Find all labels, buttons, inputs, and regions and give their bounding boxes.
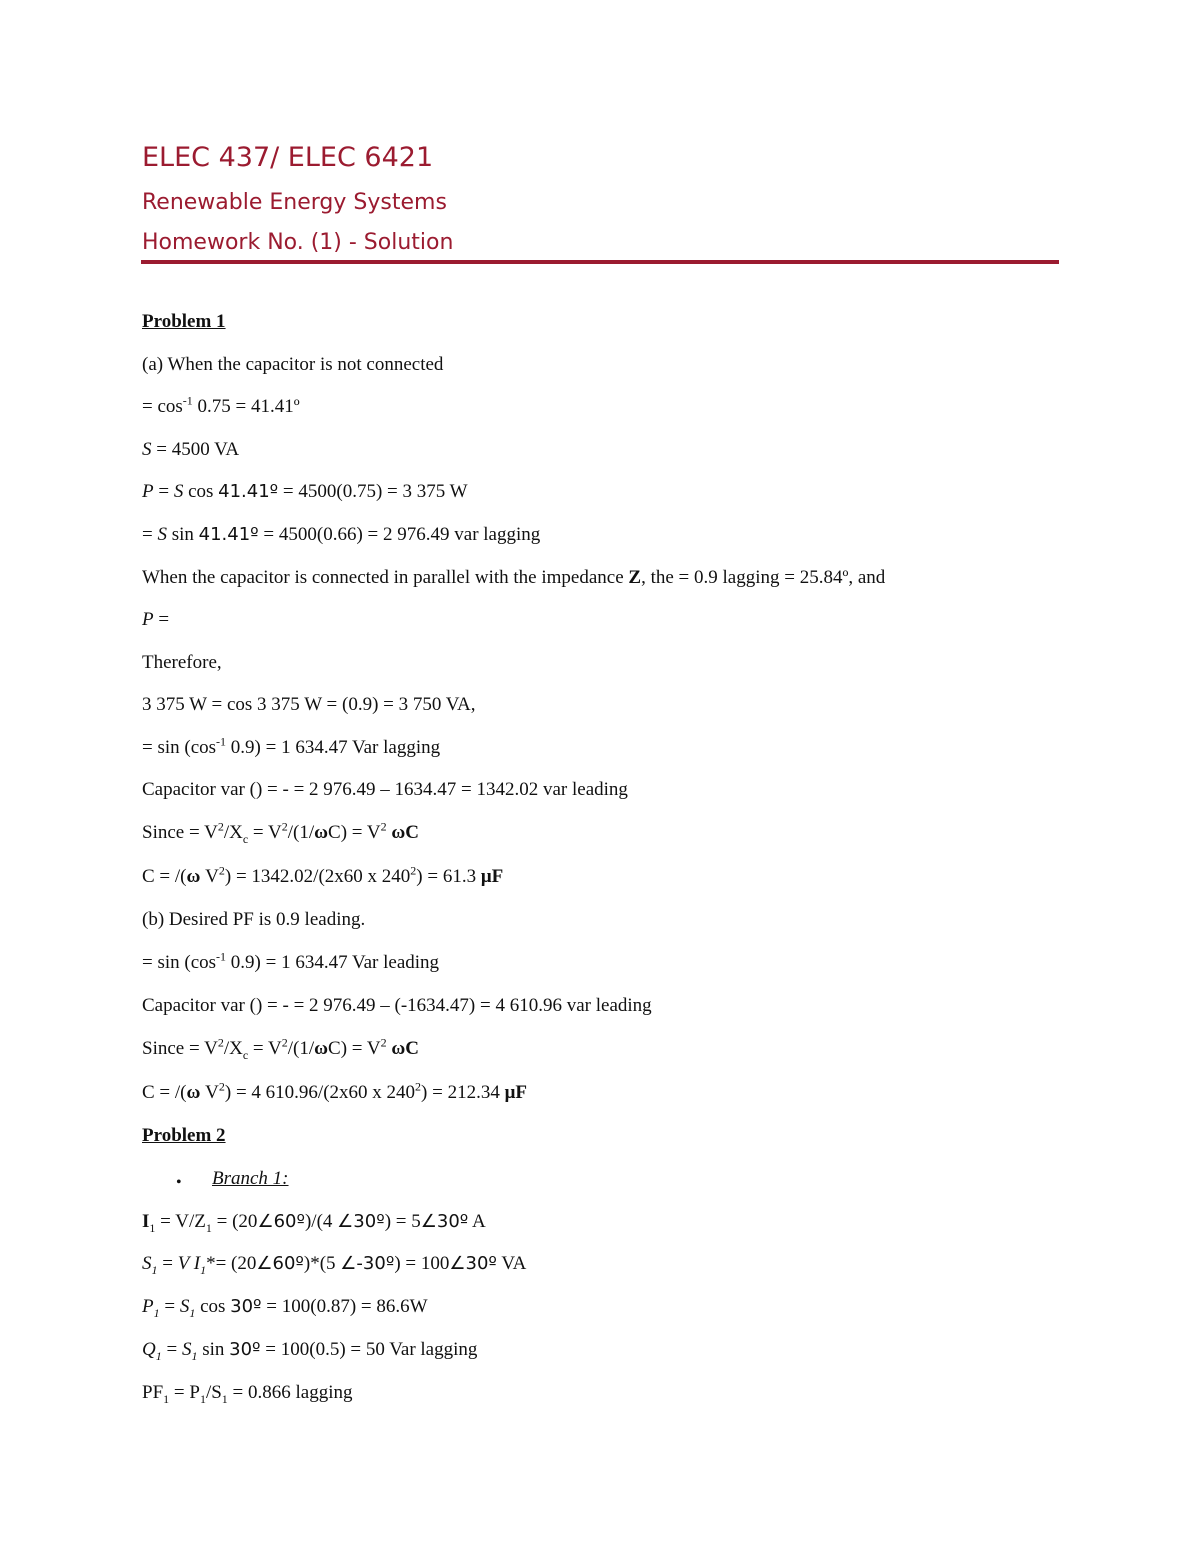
text-run: Since = V (142, 822, 218, 843)
angle-value: 30º (230, 1296, 262, 1317)
text-run: C) = V (328, 822, 381, 843)
unit-microfarad: μF (480, 866, 504, 887)
text-run: ) = 100 (394, 1253, 450, 1274)
subscript: 1 (153, 1305, 160, 1320)
subscript: 1 (155, 1348, 162, 1363)
subscript: 1 (191, 1348, 198, 1363)
branch-reactive-power-line (142, 1337, 477, 1363)
text-run: = 100(0.87) = 86.6W (261, 1296, 428, 1317)
text-run: PF (142, 1382, 164, 1403)
branch-real-power-line (142, 1294, 428, 1320)
apparent-power-line (142, 437, 239, 463)
text-run: ) = 5 (384, 1211, 421, 1232)
new-apparent-power-line: 3 375 W = cos 3 375 W = (0.9) = 3 750 VA, (142, 694, 476, 715)
text-run: = P (169, 1382, 200, 1403)
text-run: 0.9) = 1 634.47 Var lagging (226, 737, 441, 758)
subscript: 1 (149, 1220, 156, 1235)
superscript: 2 (218, 863, 225, 878)
omega-symbol: ω (186, 866, 201, 887)
text-run: V (200, 1082, 219, 1103)
capacitance-result-a (142, 864, 503, 890)
omega-symbol: ω (314, 1038, 329, 1059)
angle-value: 30º (229, 1339, 261, 1360)
text-run: ) = 1342.02/(2x60 x 240 (224, 866, 411, 887)
superscript: 2 (281, 819, 288, 834)
real-power-constant-line (142, 607, 169, 633)
subscript: 1 (199, 1391, 206, 1406)
symbol: V I (177, 1253, 201, 1274)
angle-value: ∠30º (337, 1211, 385, 1232)
text-run: = (142, 524, 158, 545)
superscript: -1 (216, 734, 227, 749)
angle-value: ∠60º (257, 1211, 305, 1232)
angle-value: ∠30º (420, 1211, 469, 1232)
unit-microfarad: μF (504, 1082, 527, 1103)
branch-1-label: Branch 1: (212, 1168, 289, 1189)
text-run: )*(5 (303, 1253, 341, 1274)
symbol: P (142, 609, 154, 630)
text-run: sin (197, 1339, 230, 1360)
problem-2-heading: Problem 2 (142, 1125, 226, 1146)
subscript: 1 (189, 1305, 196, 1320)
text-run: = V/Z (155, 1211, 206, 1232)
subscript: c (242, 831, 249, 846)
leading-reactive-power-line (142, 950, 439, 976)
power-factor-angle-line (142, 394, 300, 420)
text-run: ) = 212.34 (421, 1082, 505, 1103)
text-run: *= (20 (206, 1253, 257, 1274)
text-run: A (468, 1211, 486, 1232)
text-run: = (153, 481, 174, 502)
text-run: ) = 4 610.96/(2x60 x 240 (224, 1082, 416, 1103)
text-run: = V (248, 822, 282, 843)
text-run: cos (195, 1296, 231, 1317)
text-run: = 100(0.5) = 50 Var lagging (260, 1339, 478, 1360)
symbol: S (142, 1253, 152, 1274)
text-run: /(1/ (287, 822, 315, 843)
capacitor-connected-line (142, 565, 885, 591)
text-run: = 0.866 lagging (227, 1382, 353, 1403)
branch-current-line (142, 1209, 486, 1235)
omega-symbol: ω (186, 1082, 201, 1103)
text-run: = (153, 609, 170, 630)
symbol: S (173, 481, 184, 502)
text-run: = (161, 1339, 182, 1360)
omega-symbol: ω (314, 822, 329, 843)
text-run: , the = 0.9 lagging = 25.84º, and (641, 567, 886, 588)
angle-value: 41.41º (198, 524, 259, 545)
title-divider (141, 260, 1059, 264)
superscript: 2 (281, 1035, 288, 1050)
text-run: 0.75 = 41.41º (192, 396, 300, 417)
subscript: c (242, 1047, 249, 1062)
text-run: = sin (cos (142, 952, 217, 973)
angle-value: ∠-30º (340, 1253, 395, 1274)
text-run: 0.9) = 1 634.47 Var leading (226, 952, 440, 973)
since-formula-line (142, 820, 419, 846)
text-run: C = /( (142, 866, 187, 887)
course-subject: Renewable Energy Systems (142, 190, 447, 215)
text-run: Since = V (142, 1038, 218, 1059)
superscript: 2 (380, 1035, 387, 1050)
superscript: 2 (218, 1079, 225, 1094)
text-run: = 4500 VA (151, 439, 240, 460)
text-run: ) = 61.3 (416, 866, 481, 887)
symbol: I (142, 1211, 150, 1232)
text-run: /S (205, 1382, 222, 1403)
part-a-intro: (a) When the capacitor is not connected (142, 354, 444, 375)
symbol: S (157, 524, 167, 545)
capacitance-result-b (142, 1080, 527, 1106)
bullet-icon: • (176, 1174, 182, 1191)
symbol: P (142, 1296, 154, 1317)
text-run: /(1/ (287, 1038, 315, 1059)
superscript: -1 (182, 393, 193, 408)
text-run: cos (183, 481, 219, 502)
symbol: Z (628, 567, 642, 588)
superscript: 2 (410, 863, 417, 878)
text-run: = (159, 1296, 180, 1317)
subscript: 1 (151, 1262, 158, 1277)
superscript: 2 (380, 819, 387, 834)
text-run: C) = V (328, 1038, 381, 1059)
text-run: VA (496, 1253, 527, 1274)
text-run: = V (248, 1038, 282, 1059)
text-run: )/(4 (304, 1211, 338, 1232)
since-formula-line-b (142, 1036, 419, 1062)
part-b-intro: (b) Desired PF is 0.9 leading. (142, 909, 366, 930)
text-run: = (157, 1253, 178, 1274)
superscript: 2 (217, 1035, 224, 1050)
text-run: = (20 (211, 1211, 258, 1232)
text-run: C = /( (142, 1082, 187, 1103)
omega-c-symbol: ωC (391, 822, 419, 843)
text-run: = 4500(0.75) = 3 375 W (278, 481, 468, 502)
text-run: When the capacitor is connected in parallel with the impedance (142, 567, 629, 588)
text-run: /X (223, 1038, 243, 1059)
subscript: 1 (200, 1262, 207, 1277)
angle-value: ∠30º (449, 1253, 497, 1274)
capacitor-var-line-b: Capacitor var () = - = 2 976.49 – (-1634.47) = 4 610.96 var leading (142, 995, 652, 1016)
course-code: ELEC 437/ ELEC 6421 (142, 142, 434, 173)
text-run: V (200, 866, 219, 887)
symbol: P (142, 481, 154, 502)
capacitor-var-line: Capacitor var () = - = 2 976.49 – 1634.47 = 1342.02 var leading (142, 779, 628, 800)
omega-c-symbol: ωC (391, 1038, 419, 1059)
real-power-line (142, 479, 468, 505)
text-run: sin (166, 524, 199, 545)
superscript: 2 (415, 1079, 422, 1094)
subscript: 1 (205, 1220, 212, 1235)
angle-value: 41.41º (218, 481, 279, 502)
subscript: 1 (163, 1391, 170, 1406)
homework-title: Homework No. (1) - Solution (142, 230, 454, 255)
symbol: S (181, 1339, 192, 1360)
branch-complex-power-line (142, 1251, 526, 1277)
text-run: = cos (142, 396, 183, 417)
angle-value: ∠60º (256, 1253, 304, 1274)
new-reactive-power-line (142, 735, 440, 761)
symbol: S (179, 1296, 190, 1317)
superscript: 2 (217, 819, 224, 834)
symbol: S (142, 439, 152, 460)
subscript: 1 (221, 1391, 228, 1406)
therefore-line: Therefore, (142, 652, 222, 673)
symbol: Q (142, 1339, 156, 1360)
problem-1-heading: Problem 1 (142, 311, 226, 332)
text-run: /X (223, 822, 243, 843)
branch-power-factor-line (142, 1380, 353, 1406)
text-run: = sin (cos (142, 737, 217, 758)
superscript: -1 (216, 949, 227, 964)
reactive-power-line (142, 522, 540, 548)
text-run: = 4500(0.66) = 2 976.49 var lagging (258, 524, 541, 545)
